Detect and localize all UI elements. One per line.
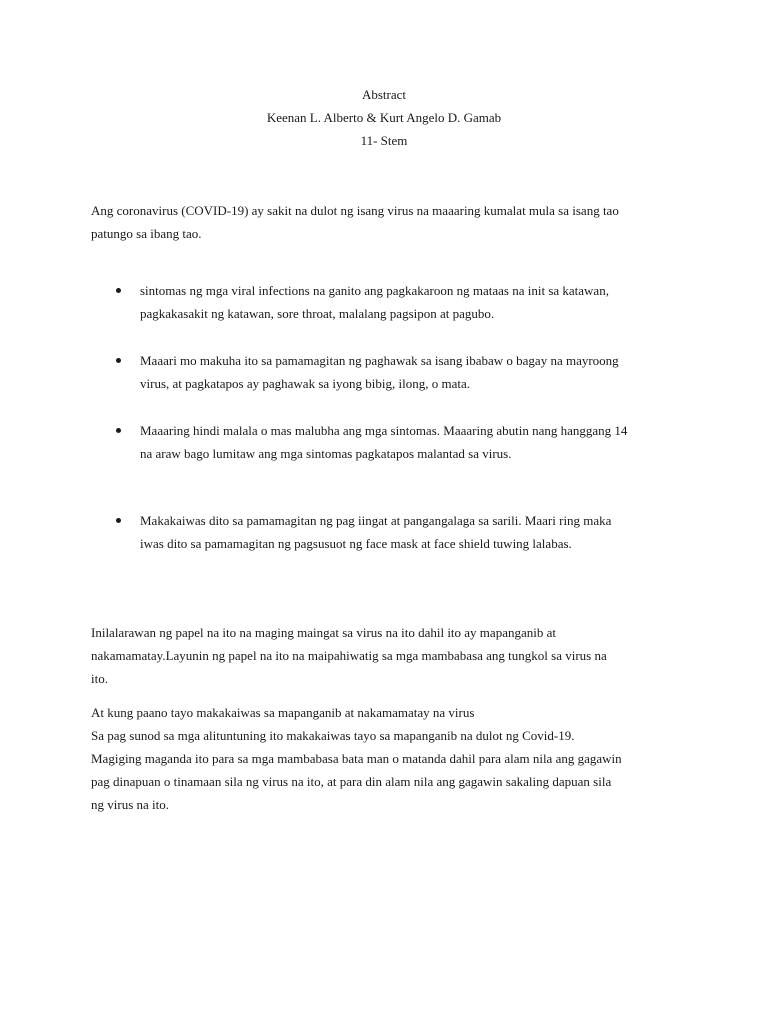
bullet-line: sintomas ng mga viral infections na ganito ang pagkakaroon ng mataas na init sa katawan, (140, 283, 609, 298)
bullet-line: iwas dito sa pamamagitan ng pagsusuot ng face mask at face shield tuwing lalabas. (140, 536, 572, 551)
bullet-line: na araw bago lumitaw ang mga sintomas pagkatapos malantad sa virus. (140, 446, 512, 461)
intro-paragraph (91, 199, 691, 245)
bullet-line: Maaaring hindi malala o mas malubha ang mga sintomas. Maaaring abutin nang hanggang 14 (140, 423, 628, 438)
summary-paragraph (91, 621, 691, 690)
closing-line: Sa pag sunod sa mga alituntuning ito makakaiwas tayo sa mapanganib na dulot ng Covid-19. (91, 728, 575, 743)
closing-line: Magiging maganda ito para sa mga mambabasa bata man o matanda dahil para alam nila ang gagawin (91, 751, 622, 766)
closing-line: At kung paano tayo makakaiwas sa mapanganib at nakamamatay na virus (91, 705, 475, 720)
summary-line: Inilalarawan ng papel na ito na maging maingat sa virus na ito dahil ito ay mapanganib at (91, 625, 556, 640)
bullet-line: pagkakasakit ng katawan, sore throat, malalang pagsipon at pagubo. (140, 306, 495, 321)
intro-line: patungo sa ibang tao. (91, 226, 202, 241)
document-title: Abstract (361, 87, 407, 102)
bullet-line: Maaari mo makuha ito sa pamamagitan ng paghawak sa isang ibabaw o bagay na mayroong (140, 353, 619, 368)
bullet-text (140, 349, 700, 395)
bullet-dot-icon (116, 358, 121, 363)
bullet-line: virus, at pagkatapos ay paghawak sa iyong bibig, ilong, o mata. (140, 376, 470, 391)
bullet-text (140, 419, 700, 465)
authors-line: Keenan L. Alberto & Kurt Angelo D. Gamab (266, 110, 502, 125)
section-line: 11- Stem (360, 133, 408, 148)
closing-line: ng virus na ito. (91, 797, 169, 812)
bullet-text (140, 279, 700, 325)
bullet-line: Makakaiwas dito sa pamamagitan ng pag iingat at pangangalaga sa sarili. Maari ring maka (140, 513, 612, 528)
bullet-text (140, 509, 700, 555)
summary-line: nakamamatay.Layunin ng papel na ito na maipahiwatig sa mga mambabasa ang tungkol sa virus na (91, 648, 607, 663)
closing-paragraph (91, 701, 691, 816)
bullet-dot-icon (116, 288, 121, 293)
intro-line: Ang coronavirus (COVID-19) ay sakit na dulot ng isang virus na maaaring kumalat mula sa isang tao (91, 203, 619, 218)
summary-line: ito. (91, 671, 108, 686)
closing-line: pag dinapuan o tinamaan sila ng virus na ito, at para din alam nila ang gagawin sakaling dapuan sila (91, 774, 612, 789)
bullet-dot-icon (116, 518, 121, 523)
bullet-dot-icon (116, 428, 121, 433)
